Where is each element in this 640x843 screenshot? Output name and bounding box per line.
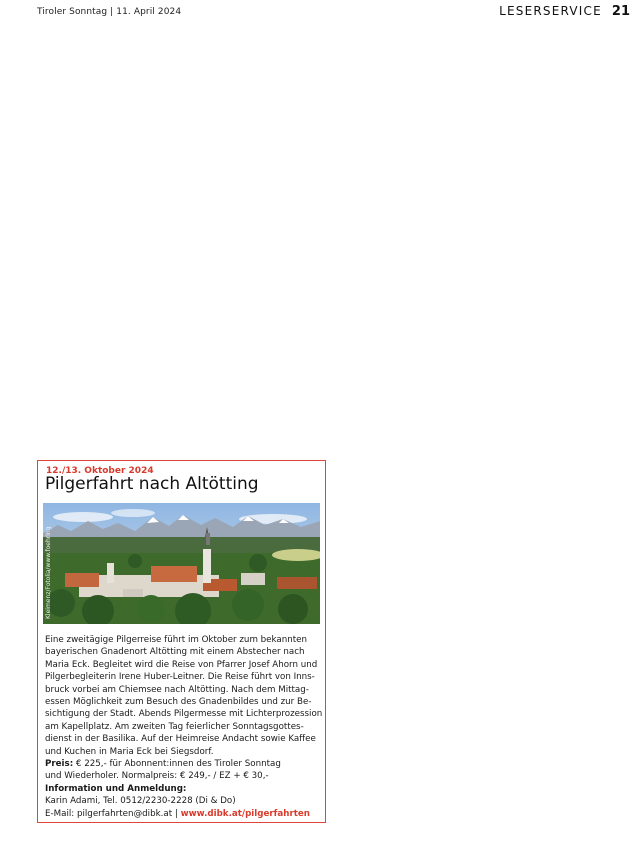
website-link[interactable]: www.dibk.at/pilgerfahrten — [180, 808, 310, 819]
body-line: essen Möglichkeit zum Besuch des Gnadenbildes und zur Be- — [45, 697, 312, 708]
photo-illustration — [43, 503, 320, 624]
body-line: sichtigung der Stadt. Abends Pilgermesse mit Lichterprozession — [45, 709, 323, 720]
article-box — [37, 460, 326, 823]
landscape-photo — [43, 503, 320, 624]
body-line: dienst in der Basilika. Auf der Heimreise Andacht sowie Kaffee — [45, 734, 316, 745]
body-line: bayerischen Gnadenort Altötting mit einem Abstecher nach — [45, 647, 305, 658]
article-date: 12./13. Oktober 2024 — [46, 466, 154, 476]
email-line — [45, 808, 325, 820]
photo-credit: Kleimenz/Fotolia/www.foehring — [45, 526, 52, 619]
info-label: Information und Anmeldung: — [45, 783, 187, 794]
article-title: Pilgerfahrt nach Altötting — [45, 474, 259, 494]
email-text: E-Mail: pilgerfahrten@dibk.at | — [45, 808, 181, 819]
body-line: am Kapellplatz. Am zweiten Tag feierlicher Sonntagsgottes- — [45, 721, 304, 732]
page-header — [499, 4, 630, 19]
body-line: Pilgerbegleiterin Irene Huber-Leitner. Die Reise führt von Inns- — [45, 672, 315, 683]
body-line: Maria Eck. Begleitet wird die Reise von Pfarrer Josef Ahorn und — [45, 659, 318, 670]
price-line — [45, 758, 325, 770]
body-line: Eine zweitägige Pilgerreise führt im Oktober zum bekannten — [45, 635, 307, 645]
section-title: LESERSERVICE — [499, 4, 602, 18]
price-line-2: und Wiederholer. Normalpreis: € 249,- / EZ + € 30,- — [45, 771, 269, 782]
contact-line: Karin Adami, Tel. 0512/2230-2228 (Di & Do) — [45, 796, 236, 807]
body-line: bruck vorbei am Chiemsee nach Altötting. Nach dem Mittag- — [45, 684, 309, 695]
publication-date: Tiroler Sonntag | 11. April 2024 — [37, 7, 182, 17]
page-number: 21 — [611, 4, 630, 19]
price-value: € 225,- für Abonnent:innen des Tiroler Sonntag — [73, 759, 281, 770]
price-label: Preis: — [45, 759, 74, 770]
article-body — [45, 634, 325, 820]
body-line: und Kuchen in Maria Eck bei Siegsdorf. — [45, 746, 214, 757]
